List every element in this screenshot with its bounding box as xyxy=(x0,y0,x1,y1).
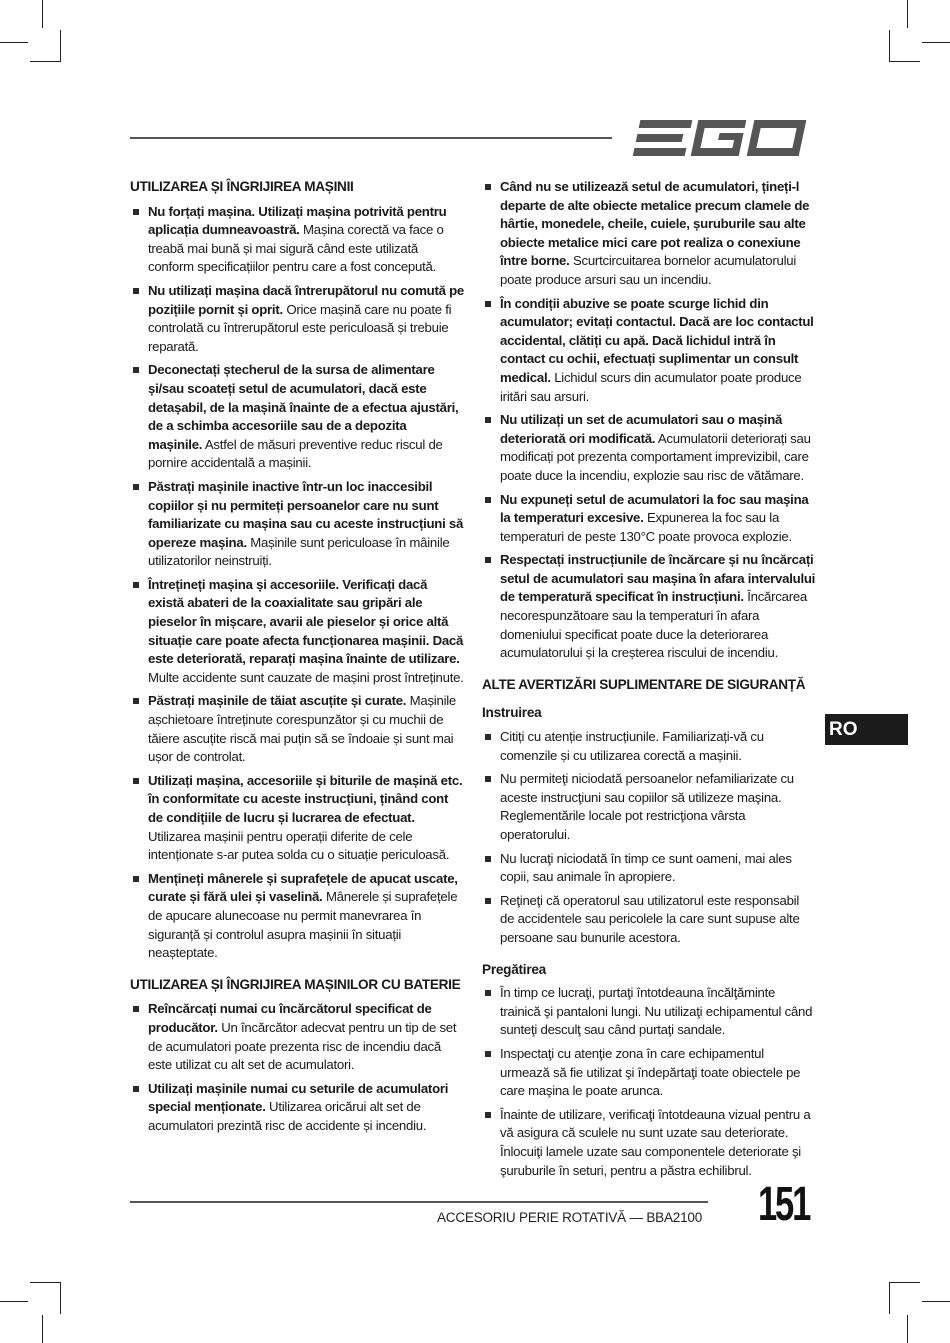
item-text: Lichidul scurs din acumulator poate produce iritări sau arsuri. xyxy=(500,369,802,404)
list-item: În timp ce lucraţi, purtaţi întotdeauna încălţăminte trainică şi pantaloni lungi. Nu utilizaţi echipamentul când sunteţi desculţ sau când purtaţi sandale. xyxy=(482,984,816,1040)
ego-logo xyxy=(628,117,812,159)
item-text: Orice mașină care nu poate fi controlată cu întrerupătorul este periculoasă și trebuie reparată. xyxy=(148,301,452,354)
footer-product-name: ACCESORIU PERIE ROTATIVĂ — BBA2100 xyxy=(437,1210,703,1225)
list-item xyxy=(482,551,816,663)
item-text: Utilizarea mașinii pentru operații diferite de cele intenționate s-ar putea solda cu o situație periculoasă. xyxy=(148,828,450,863)
bullet-list xyxy=(482,984,816,1180)
list-item xyxy=(130,870,464,963)
item-bold: Păstrați mașinile inactive într-un loc inaccesibil copiilor și nu permiteți persoanelor care nu sunt familiarizate cu mașina sau cu aceste instrucțiuni să opereze mașina. xyxy=(148,478,464,550)
crop-mark xyxy=(889,1282,920,1283)
list-item xyxy=(482,178,816,290)
item-text: Mânerele și suprafețele de apucare alunecoase nu permit manevrarea în siguranță și controlul asupra mașinii în situații neașteptate. xyxy=(148,889,458,961)
crop-mark xyxy=(0,42,28,43)
list-item xyxy=(482,411,816,485)
list-item: Nu lucraţi niciodată în timp ce sunt oameni, mai ales copii, sau animale în apropiere. xyxy=(482,850,816,887)
subsection-heading: Instruirea xyxy=(482,705,542,721)
item-text: Utilizarea oricărui alt set de acumulatori prezintă risc de accidente și incendiu. xyxy=(148,1099,427,1133)
right-column xyxy=(482,178,816,1193)
list-item: Citiți cu atenție instrucțiunile. Familiarizați-vă cu comenzile și cu utilizarea corectă a mașinii. xyxy=(482,728,816,765)
item-bold: Mențineți mânerele și suprafețele de apucat uscate, curate și fără ulei și vaselină. xyxy=(148,870,458,905)
item-text: Mașinile așchietoare întreținute corespunzător și cu muchii de tăiere ascuțite riscă mai puțin să se îndoaie și sunt mai ușor de controlat. xyxy=(148,693,457,765)
subsection-heading: Pregătirea xyxy=(482,961,546,977)
page-number: 151 xyxy=(758,1178,810,1231)
list-item: Reţineţi că operatorul sau utilizatorul este responsabil de accidentele sau pericolele la care sunt supuse alte persoane sau bunurile acestora. xyxy=(482,892,816,948)
item-bold: Întrețineți mașina și accesoriile. Verificați dacă există abateri de la coaxialitate sau gripări ale pieselor în mișcare, avarii ale pieselor și orice altă situație care poate afecta funcționarea mașinii. Dacă este deteriorată, reparați mașina înainte de utilizare. xyxy=(148,576,464,667)
item-text: Un încărcător adecvat pentru un tip de set de acumulatori poate prezenta risc de incendiu dacă este utilizat cu alt set de acumulatori. xyxy=(148,1019,457,1073)
footer-rule xyxy=(130,1201,708,1203)
crop-mark xyxy=(30,1282,61,1283)
crop-mark xyxy=(889,30,890,62)
bullet-list xyxy=(130,203,464,963)
list-item: Nu permiteţi niciodată persoanelor nefamiliarizate cu aceste instrucţiuni sau copiilor să utilizeze maşina. Reglementările locale pot restricţiona vârsta operatorului. xyxy=(482,770,816,844)
item-text: Mașinile sunt periculoase în mâinile utilizatorilor neinstruiți. xyxy=(148,534,450,569)
list-item xyxy=(130,361,464,473)
crop-mark xyxy=(889,61,920,62)
crop-mark xyxy=(907,1315,908,1343)
header-rule xyxy=(130,137,612,139)
bullet-list xyxy=(482,728,816,948)
list-item xyxy=(482,295,816,407)
item-text: Expunerea la foc sau la temperaturi de peste 130°C poate provoca explozie. xyxy=(500,510,792,544)
list-item: Inspectaţi cu atenţie zona în care echipamentul urmează să fie utilizat şi îndepărtaţi toate obiectele pe care maşina le poate arunca. xyxy=(482,1045,816,1101)
section-heading: UTILIZAREA ȘI ÎNGRIJIREA MAȘINILOR CU BATERIE xyxy=(130,976,461,992)
item-bold: Respectați instrucțiunile de încărcare și nu încărcați setul de acumulatori sau mașina în afara intervalului de temperatură specificat în instrucțiuni. xyxy=(500,552,816,605)
item-text: Multe accidente sunt cauzate de mașini prost întreținute. xyxy=(148,669,464,685)
item-text: Încărcarea necorespunzătoare sau la temperaturi în afara domeniului specificat poate duce la deteriorarea acumulatorului și la creșterea riscului de incendiu. xyxy=(500,589,808,661)
item-text: Acumulatorii deteriorați sau modificați pot prezenta comportament imprevizibil, care poate duce la incendiu, explozie sau risc de vătămare. xyxy=(500,430,811,483)
list-item xyxy=(130,772,464,865)
crop-mark xyxy=(42,0,43,28)
list-item xyxy=(130,203,464,277)
crop-mark xyxy=(60,1282,61,1314)
item-bold: Nu utilizați un set de acumulatori sau o mașină deteriorată ori modificată. xyxy=(500,412,783,446)
list-item: Înainte de utilizare, verificaţi întotdeauna vizual pentru a vă asigura că sculele nu sunt uzate sau deteriorate. Înlocuiţi lamele uzate sau componentele deteriorate şi şuruburile în seturi, pentru a păstra echilibrul. xyxy=(482,1106,816,1180)
crop-mark xyxy=(0,1301,28,1302)
crop-mark xyxy=(60,30,61,62)
list-item xyxy=(130,1080,464,1136)
section-heading: UTILIZAREA ȘI ÎNGRIJIREA MAȘINII xyxy=(130,179,354,194)
crop-mark xyxy=(30,61,61,62)
item-bold: Păstrați mașinile de tăiat ascuțite și curate. xyxy=(148,693,407,709)
list-item xyxy=(130,576,464,688)
crop-mark xyxy=(907,0,908,28)
item-text: Scurtcircuitarea bornelor acumulatorului poate produce arsuri sau un incendiu. xyxy=(500,253,797,287)
list-item xyxy=(130,478,464,571)
item-bold: Nu expuneți setul de acumulatori la foc sau mașina la temperaturi excesive. xyxy=(500,491,809,526)
crop-mark xyxy=(889,1282,890,1314)
left-column xyxy=(130,178,464,1149)
item-text: Astfel de măsuri preventive reduc riscul de pornire accidentală a mașinii. xyxy=(148,436,443,471)
bullet-list xyxy=(130,1000,464,1135)
item-bold: Nu utilizați mașina dacă întrerupătorul nu comută pe pozițiile pornit și oprit. xyxy=(148,282,465,317)
bullet-list xyxy=(482,178,816,663)
language-tab: RO xyxy=(825,714,908,745)
item-bold: Deconectați ștecherul de la sursa de alimentare și/sau scoateți setul de acumulatori, dacă este detașabil, de la mașină înainte de a efectua ajustări, de a schimba accesoriile sau de a depozita mașinile. xyxy=(148,362,459,452)
list-item xyxy=(130,1000,464,1074)
list-item xyxy=(130,282,464,356)
item-bold: Utilizați mașinile numai cu seturile de acumulatori special menționate. xyxy=(148,1080,449,1115)
item-bold: Utilizați mașina, accesoriile și biturile de mașină etc. în conformitate cu aceste instrucțiuni, ținând cont de condițiile de lucru și lucrarea de efectuat. xyxy=(148,772,463,825)
item-bold: Nu forțați mașina. Utilizați mașina potrivită pentru aplicația dumneavoastră. xyxy=(148,203,447,238)
crop-mark xyxy=(42,1315,43,1343)
item-bold: Când nu se utilizează setul de acumulatori, țineți-l departe de alte obiecte metalice precum clamele de hârtie, monedele, cheile, cuiele, șuruburile sau alte obiecte metalice mici care pot realiza o conexiune între borne. xyxy=(500,179,810,269)
list-item xyxy=(130,692,464,766)
item-bold: Reîncărcați numai cu încărcătorul specificat de producător. xyxy=(148,1001,432,1035)
item-bold: În condiții abuzive se poate scurge lichid din acumulator; evitați contactul. Dacă are loc contactul accidental, clătiți cu apă. Dacă lichidul intră în contact cu ochii, efectuați suplimentar un consult medical. xyxy=(500,295,814,385)
section-heading: ALTE AVERTIZĂRI SUPLIMENTARE DE SIGURANȚĂ xyxy=(482,676,806,692)
list-item xyxy=(482,491,816,547)
item-text: Mașina corectă va face o treabă mai bună și mai sigură când este utilizată conform specificațiilor pentru care a fost concepută. xyxy=(148,222,444,275)
crop-mark xyxy=(922,1301,950,1302)
crop-mark xyxy=(922,42,950,43)
